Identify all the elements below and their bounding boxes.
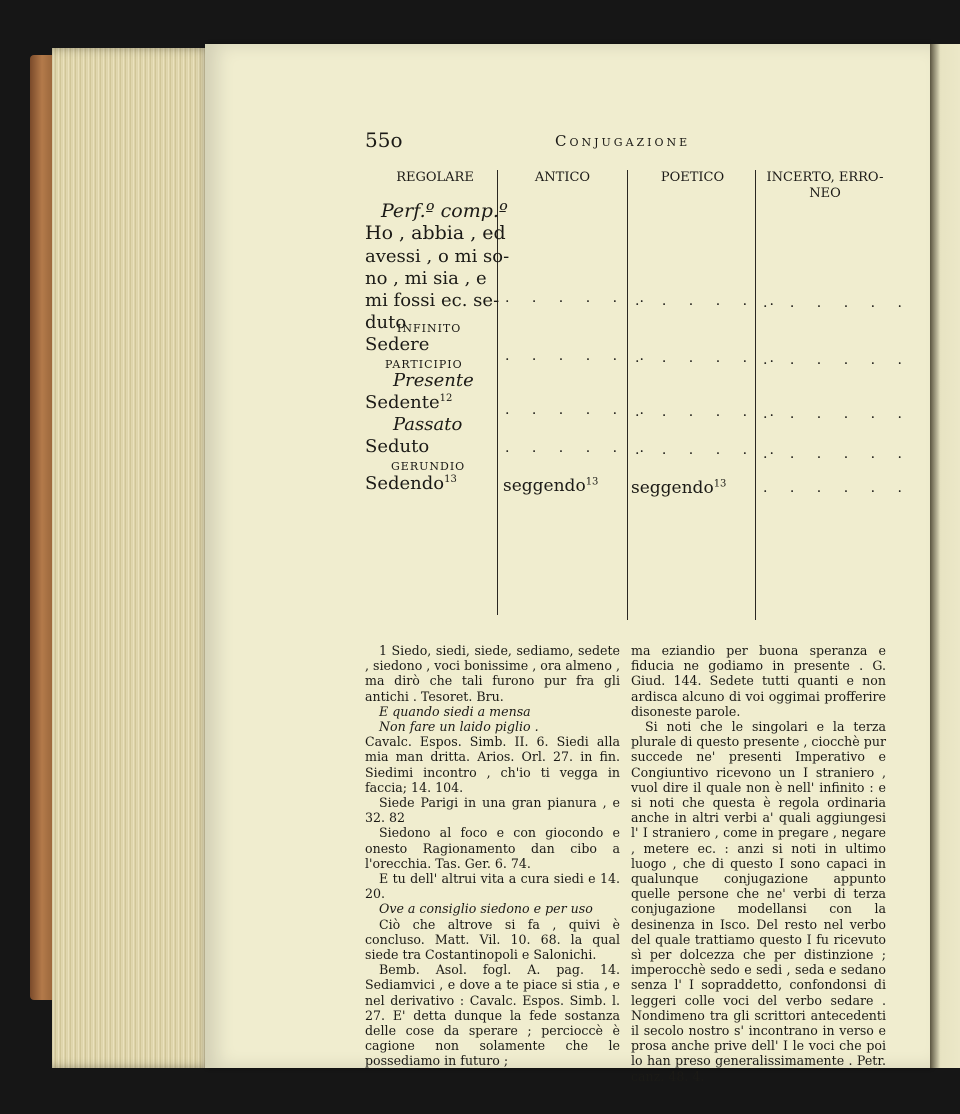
empty-cell-dots: . . . . . .: [505, 402, 653, 418]
column-divider: [755, 170, 756, 620]
footnote-paragraph: E tu dell' altrui vita a cura siedi e 14. 20.: [365, 871, 620, 902]
empty-cell-dots: . . . . . .: [635, 293, 783, 309]
footnotes-right-column: [631, 643, 886, 1084]
antico-gerundio: [503, 476, 598, 496]
header-regolare: REGOLARE: [396, 170, 474, 185]
presente-note-ref: 12: [439, 393, 453, 404]
running-title: Conjugazione: [555, 132, 691, 150]
infinito-value: Sedere: [365, 334, 430, 355]
gerundio-word: Sedendo: [365, 473, 445, 494]
footnote-verse: Ove a consiglio siedono e per uso: [379, 901, 593, 917]
footnote-paragraph: Ciò che altrove si fa , quivi è concluso. Matt. Vil. 10. 68. la qual siede tra Costantinopoli e Salonichi.: [365, 916, 620, 963]
gerundio-note-ref: 13: [444, 474, 457, 485]
participio-label: PARTICIPIO: [385, 358, 463, 371]
empty-cell-dots: . . . . . .: [635, 350, 783, 366]
footnote-paragraph: 1 Siedo, siedi, siede, sediamo, sedete , siedono , voci bonissime , ora almeno , ma dirò che tali furono pur fra gli antichi . Tesoret. Bru.: [365, 643, 620, 704]
presente-value: [365, 392, 452, 413]
presente-label: Presente: [393, 370, 474, 391]
poetico-gerundio: [631, 478, 726, 498]
header-incerto-line1: INCERTO, ERRO-: [766, 170, 884, 185]
poetico-gerundio-word: seggendo: [631, 478, 714, 498]
header-poetico: POETICO: [660, 170, 725, 185]
page-number: 55o: [365, 128, 403, 152]
empty-cell-dots: . . . . . .: [763, 352, 911, 368]
header-antico: ANTICO: [534, 170, 591, 185]
page-header: [365, 128, 890, 158]
footnote-paragraph: ma eziandio per buona speranza e fiducia ne godiamo in presente . G. Giud. 144. Sedete tutti quanti e non ardisca alcuno di voi oggimai profferire disoneste parole.: [631, 643, 886, 719]
column-divider: [627, 170, 628, 620]
empty-cell-dots: . . . . . .: [635, 442, 783, 458]
page-stack-edges: [52, 48, 212, 1068]
perf-line: Ho , abbia , ed: [365, 222, 506, 244]
antico-gerundio-note-ref: 13: [585, 476, 599, 488]
empty-cell-dots: . . . . . .: [635, 404, 783, 420]
passato-label: Passato: [393, 414, 463, 435]
empty-cell-dots: . . . . . .: [505, 348, 653, 364]
poetico-gerundio-note-ref: 13: [713, 478, 727, 490]
footnote-paragraph: Si noti che le singolari e la terza plurale di questo presente , ciocchè pur succede ne' presenti Imperativo e Congiuntivo ricevono un I straniero , vuol dire il quale non è nell' infinito : e si noti che questa è regola ordinaria anche in altri verbi a' quali aggiungesi l' I straniero , come in pregare , negare , metere ec. : anzi si noti in ultimo luogo , che di questo I sono capaci in qualunque conjugazione appunto quelle persone che ne' verbi di terza conjugazione modellansi con la desinenza in Isco. Del resto nel verbo del quale trattiamo questo I fu ricevuto sì per dolcezza che per distinzione ; imperocchè sedo e sedi , seda e sedano senza l' I sopraddetto, confondonsi di leggeri colle voci del verbo sedare . Nondimeno tra gli scrittori antecedenti il secolo nostro s' incontrano in verso e prosa anche prive dell' I le voci che poi lo han preso generalissimamente . Petr. canz. 48. 4.: [631, 719, 886, 1084]
presente-word: Sedente: [365, 392, 440, 413]
facing-page-edge: [930, 44, 960, 1068]
empty-cell-dots: . . . . . .: [505, 290, 653, 306]
perf-line: duto: [365, 312, 407, 333]
perf-line: avessi , o mi so-: [365, 246, 510, 267]
header-incerto: [761, 170, 889, 202]
footnote-paragraph: Siedono al foco e con giocondo e onesto Ragionamento dan cibo a l'orecchia. Tas. Ger. 6. 74.: [365, 825, 620, 871]
footnote-paragraph: Bemb. Asol. fogl. A. pag. 14. Sediamvici , e dove a te piace si stia , e nel derivativo : Cavalc. Espos. Simb. l. 27. E' detta dunque la fede sostanza delle cose da sperare ; percioccè è cagione non solamente che le possediamo in futuro ;: [365, 962, 620, 1069]
footnote-verse: E quando siedi a mensa: [379, 703, 531, 719]
empty-cell-dots: . . . . . .: [763, 295, 911, 311]
conjugation-table: [365, 170, 911, 620]
perf-line: mi fossi ec. se-: [365, 290, 500, 311]
empty-cell-dots: . . . . . .: [763, 446, 911, 462]
header-incerto-line2: NEO: [809, 186, 841, 201]
empty-cell-dots: . . . . . .: [763, 480, 911, 496]
gerundio-value: [365, 473, 457, 494]
perf-line: no , mi sia , e: [365, 268, 487, 289]
footnotes-left-column: [365, 643, 620, 1069]
antico-gerundio-word: seggendo: [503, 476, 586, 496]
empty-cell-dots: . . . . . .: [763, 406, 911, 422]
gerundio-label: GERUNDIO: [391, 460, 466, 473]
footnote-verse: Non fare un laido piglio .: [379, 719, 539, 735]
empty-cell-dots: . . . . . .: [505, 440, 653, 456]
footnote-paragraph: Siede Parigi in una gran pianura , e 32. 82: [365, 795, 620, 826]
passato-value: Seduto: [365, 436, 430, 457]
perf-comp-label: Perf.º comp.º: [381, 200, 508, 222]
infinito-label: INFINITO: [397, 322, 462, 335]
footnote-paragraph: Cavalc. Espos. Simb. II. 6. Siedi alla mia man dritta. Arios. Orl. 27. in fin. Siedimi incontro , ch'io ti vegga in faccia; 14. 104.: [365, 734, 620, 795]
